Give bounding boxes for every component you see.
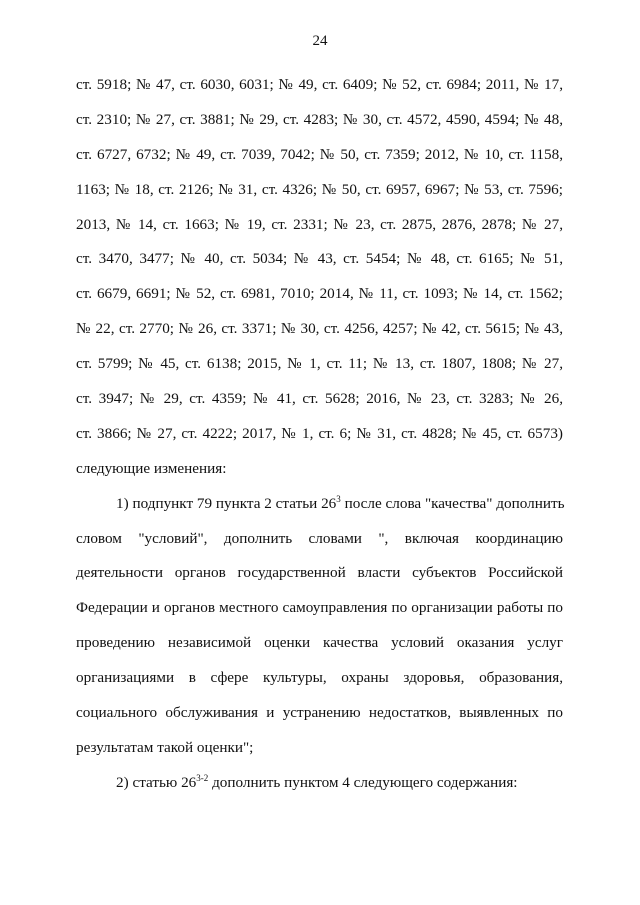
citation-line: ст. 3470, 3477; № 40, ст. 5034; № 43, ст. 5454; № 48, ст. 6165; № 51,	[76, 250, 563, 268]
document-body	[76, 68, 563, 801]
citation-line: ст. 2310; № 27, ст. 3881; № 29, ст. 4283; № 30, ст. 4572, 4590, 4594; № 48,	[76, 110, 563, 128]
citation-line: ст. 3947; № 29, ст. 4359; № 41, ст. 5628; 2016, № 23, ст. 3283; № 26,	[76, 390, 563, 408]
citation-line: ст. 5918; № 47, ст. 6030, 6031; № 49, ст. 6409; № 52, ст. 6984; 2011, № 17,	[76, 76, 563, 93]
citation-closing: следующие изменения:	[76, 459, 227, 477]
item-1-text-end: после слова "качества" дополнить	[340, 494, 565, 512]
item-1-text-start: 1) подпункт 79 пункта 2 статьи 26	[116, 494, 337, 512]
citation-line: ст. 6679, 6691; № 52, ст. 6981, 7010; 2014, № 11, ст. 1093; № 14, ст. 1562;	[76, 285, 563, 303]
item-1-line: словом "условий", дополнить словами ", включая координацию	[76, 529, 563, 547]
page-number: 24	[312, 33, 328, 49]
item-2-text-start: 2) статью 26	[116, 773, 197, 791]
item-1-line: организациями в сфере культуры, охраны здоровья, образования,	[76, 669, 563, 687]
item-2-line	[76, 766, 563, 801]
item-1-first-line	[76, 487, 563, 522]
item-1-line: Федерации и органов местного самоуправления по организации работы по	[76, 599, 563, 617]
item-2-text-end: дополнить пунктом 4 следующего содержания:	[208, 773, 518, 791]
citation-line: 1163; № 18, ст. 2126; № 31, ст. 4326; № 50, ст. 6957, 6967; № 53, ст. 7596;	[76, 180, 563, 198]
item-1-superscript: 3	[336, 493, 341, 504]
citation-line: 2013, № 14, ст. 1663; № 19, ст. 2331; № 23, ст. 2875, 2876, 2878; № 27,	[76, 215, 563, 233]
item-1-line: деятельности органов государственной власти субъектов Российской	[76, 564, 563, 582]
item-1-last-line: результатам такой оценки";	[76, 738, 254, 756]
citation-line: № 22, ст. 2770; № 26, ст. 3371; № 30, ст. 4256, 4257; № 42, ст. 5615; № 43,	[76, 320, 563, 338]
item-2-superscript: 3-2	[196, 772, 209, 783]
citation-line: ст. 6727, 6732; № 49, ст. 7039, 7042; № 50, ст. 7359; 2012, № 10, ст. 1158,	[76, 145, 563, 163]
citation-line: ст. 5799; № 45, ст. 6138; 2015, № 1, ст. 11; № 13, ст. 1807, 1808; № 27,	[76, 355, 563, 373]
item-1-line: социального обслуживания и устранению недостатков, выявленных по	[76, 704, 563, 722]
item-1-line: проведению независимой оценки качества условий оказания услуг	[76, 634, 563, 652]
citation-line: ст. 3866; № 27, ст. 4222; 2017, № 1, ст. 6; № 31, ст. 4828; № 45, ст. 6573)	[76, 424, 563, 442]
